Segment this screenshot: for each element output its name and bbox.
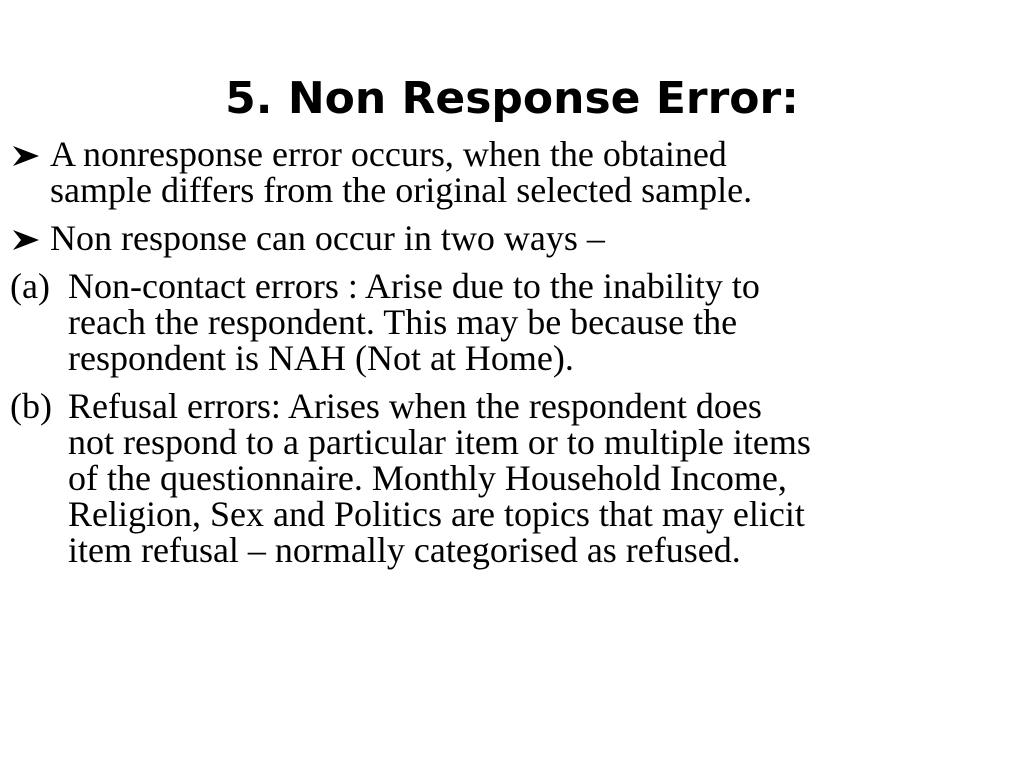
bullet-item [10,136,1014,208]
sub-item-b [10,388,1014,568]
sub-item-text-line: not respond to a particular item or to multiple items [68,422,811,462]
sub-item-text-line: Non-contact errors : Arise due to the inability to [68,266,760,306]
arrowhead-bullet-icon [10,220,50,252]
slide-body [10,136,1014,580]
arrowhead-bullet-icon [10,136,50,168]
sub-item-text-line: reach the respondent. This may be because the [68,302,738,342]
sub-item-text-line: Refusal errors: Arises when the respondent does [68,386,762,426]
sub-item-a [10,268,1014,376]
bullet-text-line: Non response can occur in two ways – [50,218,605,258]
sub-item-label: (b) [10,386,52,426]
bullet-text-line: sample differs from the original selected sample. [50,170,753,210]
slide-title: 5. Non Response Error: [225,73,799,124]
sub-item-label: (a) [10,266,50,306]
bullet-item [10,220,1014,256]
sub-item-text-line: respondent is NAH (Not at Home). [68,338,574,378]
sub-item-text-line: item refusal – normally categorised as refused. [68,530,741,570]
sub-item-text-line: Religion, Sex and Politics are topics that may elicit [68,494,805,534]
bullet-text-line: A nonresponse error occurs, when the obtained [50,134,727,174]
sub-item-text-line: of the questionnaire. Monthly Household Income, [68,458,787,498]
